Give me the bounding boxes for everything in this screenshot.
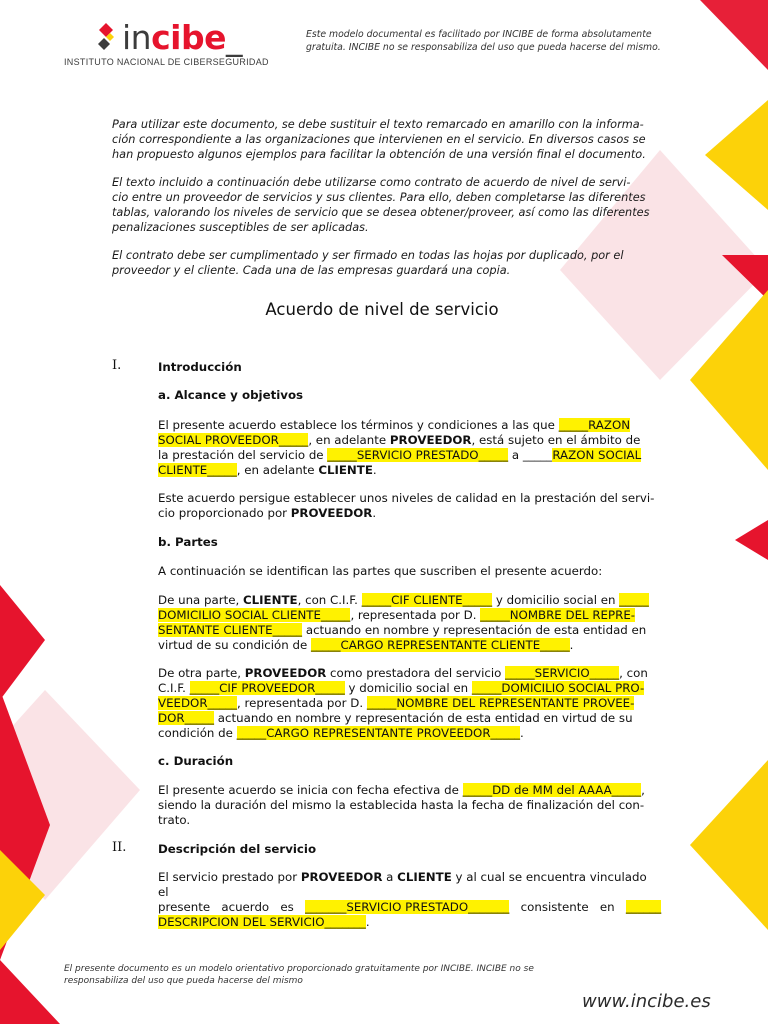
placeholder-razon-social-cliente: RAZON SOCIAL [552, 448, 642, 462]
placeholder-cif-proveedor: _____CIF PROVEEDOR_____ [189, 681, 345, 695]
text-span: , representada por D. [350, 608, 481, 622]
paragraph-line [158, 418, 655, 433]
paragraph-line [158, 506, 655, 521]
term-cliente: CLIENTE [318, 463, 373, 477]
paragraph-line [158, 666, 655, 681]
paragraph-line [158, 681, 655, 696]
text-span: a _____ [508, 448, 553, 462]
paragraph-line [158, 623, 655, 638]
text-span: El servicio prestado por [158, 870, 301, 884]
paragraph-line [158, 608, 655, 623]
term-proveedor: PROVEEDOR [290, 506, 373, 520]
text-span: , [641, 783, 645, 797]
text-span: El presente acuerdo establece los términos y condiciones a las que [158, 418, 559, 432]
intro-line: El contrato debe ser cumplimentado y ser firmado en todas las hojas por duplicado, por el [112, 249, 624, 262]
intro-line: El texto incluido a continuación debe utilizarse como contrato de acuerdo de nivel de servi- [112, 176, 631, 189]
text-span: , con [619, 666, 648, 680]
paragraph-line [158, 915, 655, 930]
placeholder-descripcion-servicio: DESCRIPCION DEL SERVICIO_______ [158, 915, 366, 929]
text-span: C.I.F. [158, 681, 190, 695]
text-span: . [520, 726, 524, 740]
text-span: y al cual se encuentra vinculado el [158, 870, 647, 899]
header-disclaimer [306, 28, 686, 54]
section-1-title: Introducción [158, 360, 242, 374]
paragraph-line [158, 638, 655, 653]
text-span: presente acuerdo es [158, 900, 306, 914]
placeholder-nombre-representante-proveedor: _____NOMBRE DEL REPRESENTANTE PROVEE- [366, 696, 635, 710]
text-span: . [569, 638, 574, 652]
paragraph-line: trato. [158, 813, 191, 827]
header-disclaimer-line: Este modelo documental es facilitado por INCIBE de forma absolutamente [306, 29, 652, 40]
intro-paragraph-2 [112, 175, 652, 235]
text-span: actuando en nombre y representación de esta entidad en [302, 623, 647, 637]
paragraph-line: siendo la duración del mismo la establecida hasta la fecha de finalización del con- [158, 798, 645, 812]
logo-subtitle: INSTITUTO NACIONAL DE CIBERSEGURIDAD [64, 57, 269, 67]
intro-line: cio entre un proveedor de servicios y sus clientes. Para ello, deben completarse las diferentes [112, 191, 646, 204]
text-span: virtud de su condición de [158, 638, 311, 652]
placeholder-cargo-representante-cliente: _____CARGO REPRESENTANTE CLIENTE_____ [310, 638, 570, 652]
intro-line: penalizaciones susceptibles de ser aplicadas. [112, 221, 369, 234]
parties-intro: A continuación se identifican las partes que suscriben el presente acuerdo: [158, 564, 603, 578]
text-span: condición de [158, 726, 237, 740]
yellow-triangle-right-upper [705, 100, 768, 210]
term-cliente: CLIENTE [397, 870, 452, 884]
placeholder-domicilio-cliente: _____ [619, 593, 649, 607]
text-span: consistente en [509, 900, 626, 914]
placeholder-razon-social-proveedor: _____RAZON [558, 418, 631, 432]
parties-client-paragraph [158, 593, 655, 653]
paragraph-line [158, 696, 655, 711]
footer-disclaimer-line: responsabiliza del uso que pueda hacerse del mismo [64, 976, 303, 986]
scope-paragraph-1 [158, 418, 655, 478]
intro-paragraph-1 [112, 117, 652, 162]
text-span: , está sujeto en el ámbito de [471, 433, 641, 447]
intro-line: tablas, valorando los niveles de servicio que se desea obtener/proveer, así como las diferentes [112, 206, 650, 219]
intro-line: han propuesto algunos ejemplos para facilitar la obtención de una versión final el documento. [112, 148, 646, 161]
text-span: El presente acuerdo se inicia con fecha efectiva de [158, 783, 463, 797]
term-cliente: CLIENTE [242, 593, 298, 607]
term-proveedor: PROVEEDOR [300, 870, 383, 884]
paragraph-line [158, 711, 655, 726]
parties-provider-paragraph [158, 666, 655, 741]
intro-paragraph-3 [112, 248, 652, 278]
placeholder-descripcion-servicio: ______ [625, 900, 662, 914]
text-span: y domicilio social en [492, 593, 620, 607]
term-proveedor: PROVEEDOR [244, 666, 327, 680]
text-span: a [382, 870, 398, 884]
paragraph-line: Este acuerdo persigue establecer unos niveles de calidad en la prestación del servi- [158, 491, 655, 505]
text-span: , con C.I.F. [297, 593, 362, 607]
subsection-b-title: b. Partes [158, 535, 218, 549]
placeholder-razon-social-proveedor: SOCIAL PROVEEDOR_____ [158, 433, 309, 447]
footer-disclaimer-line: El presente documento es un modelo orientativo proporcionado gratuitamente por INCIBE. INCIBE no se [64, 964, 534, 974]
placeholder-cif-cliente: _____CIF CLIENTE_____ [361, 593, 493, 607]
text-span: la prestación del servicio de [158, 448, 328, 462]
section-2-title: Descripción del servicio [158, 842, 317, 856]
intro-line: proveedor y el cliente. Cada una de las empresas guardará una copia. [112, 264, 511, 277]
red-triangle-top-right [700, 0, 768, 70]
logo-text-cibe: cibe [151, 18, 226, 57]
paragraph-line [158, 448, 655, 463]
paragraph-line [158, 783, 655, 798]
placeholder-razon-social-cliente: CLIENTE_____ [158, 463, 237, 477]
placeholder-domicilio-cliente: DOMICILIO SOCIAL CLIENTE_____ [158, 608, 351, 622]
text-span: . [372, 506, 377, 520]
logo-wordmark [122, 18, 242, 57]
footer-disclaimer [64, 963, 564, 987]
intro-line: ción correspondiente a las organizaciones que intervienen en el servicio. En diversos casos se [112, 133, 646, 146]
paragraph-line [158, 726, 655, 741]
yellow-triangle-right-bottom [690, 760, 768, 930]
placeholder-servicio: _____SERVICIO_____ [505, 666, 620, 680]
paragraph-line [158, 870, 655, 900]
text-span: De una parte, [158, 593, 243, 607]
text-span: cio proporcionado por [158, 506, 291, 520]
red-triangle-right-low [735, 520, 768, 560]
section-1-number: I. [112, 358, 122, 373]
text-span: . [365, 915, 370, 929]
logo-text-in: in [122, 18, 152, 57]
placeholder-nombre-representante-proveedor: DOR_____ [158, 711, 215, 725]
text-span: , en adelante [236, 463, 319, 477]
placeholder-servicio-prestado: _____SERVICIO PRESTADO_____ [327, 448, 509, 462]
text-span: , en adelante [308, 433, 390, 447]
paragraph-line [158, 433, 655, 448]
text-span: como prestadora del servicio [326, 666, 506, 680]
website-link[interactable]: www.incibe.es [582, 991, 711, 1012]
duration-paragraph [158, 783, 655, 828]
section-2-number: II. [112, 840, 127, 855]
placeholder-fecha-efectiva: _____DD de MM del AAAA_____ [462, 783, 642, 797]
service-description-paragraph [158, 870, 662, 930]
term-proveedor: PROVEEDOR [389, 433, 472, 447]
text-span: y domicilio social en [344, 681, 472, 695]
text-span: . [372, 463, 377, 477]
text-span: De otra parte, [158, 666, 245, 680]
logo-text-underscore: _ [225, 18, 242, 57]
paragraph-line [158, 593, 655, 608]
red-triangle-left-mid [0, 585, 45, 700]
placeholder-cargo-representante-proveedor: _____CARGO REPRESENTANTE PROVEEDOR_____ [236, 726, 521, 740]
paragraph-line [158, 463, 655, 478]
placeholder-domicilio-proveedor: VEEDOR_____ [158, 696, 238, 710]
paragraph-line [158, 900, 662, 915]
subsection-a-title: a. Alcance y objetivos [158, 388, 304, 402]
placeholder-servicio-prestado: _______SERVICIO PRESTADO_______ [305, 900, 510, 914]
subsection-c-title: c. Duración [158, 754, 234, 768]
text-span: actuando en nombre y representación de esta entidad en virtud de su [214, 711, 633, 725]
document-title: Acuerdo de nivel de servicio [265, 300, 499, 319]
placeholder-domicilio-proveedor: _____DOMICILIO SOCIAL PRO- [471, 681, 645, 695]
scope-paragraph-2 [158, 491, 655, 521]
text-span: , representada por D. [237, 696, 367, 710]
placeholder-nombre-representante-cliente: SENTANTE CLIENTE_____ [158, 623, 303, 637]
red-triangle-left-bottom [0, 960, 60, 1024]
placeholder-nombre-representante-cliente: _____NOMBRE DEL REPRE- [480, 608, 636, 622]
header-disclaimer-line: gratuita. INCIBE no se responsabiliza del uso que pueda hacerse del mismo. [306, 42, 661, 53]
intro-line: Para utilizar este documento, se debe sustituir el texto remarcado en amarillo con la informa- [112, 118, 644, 131]
